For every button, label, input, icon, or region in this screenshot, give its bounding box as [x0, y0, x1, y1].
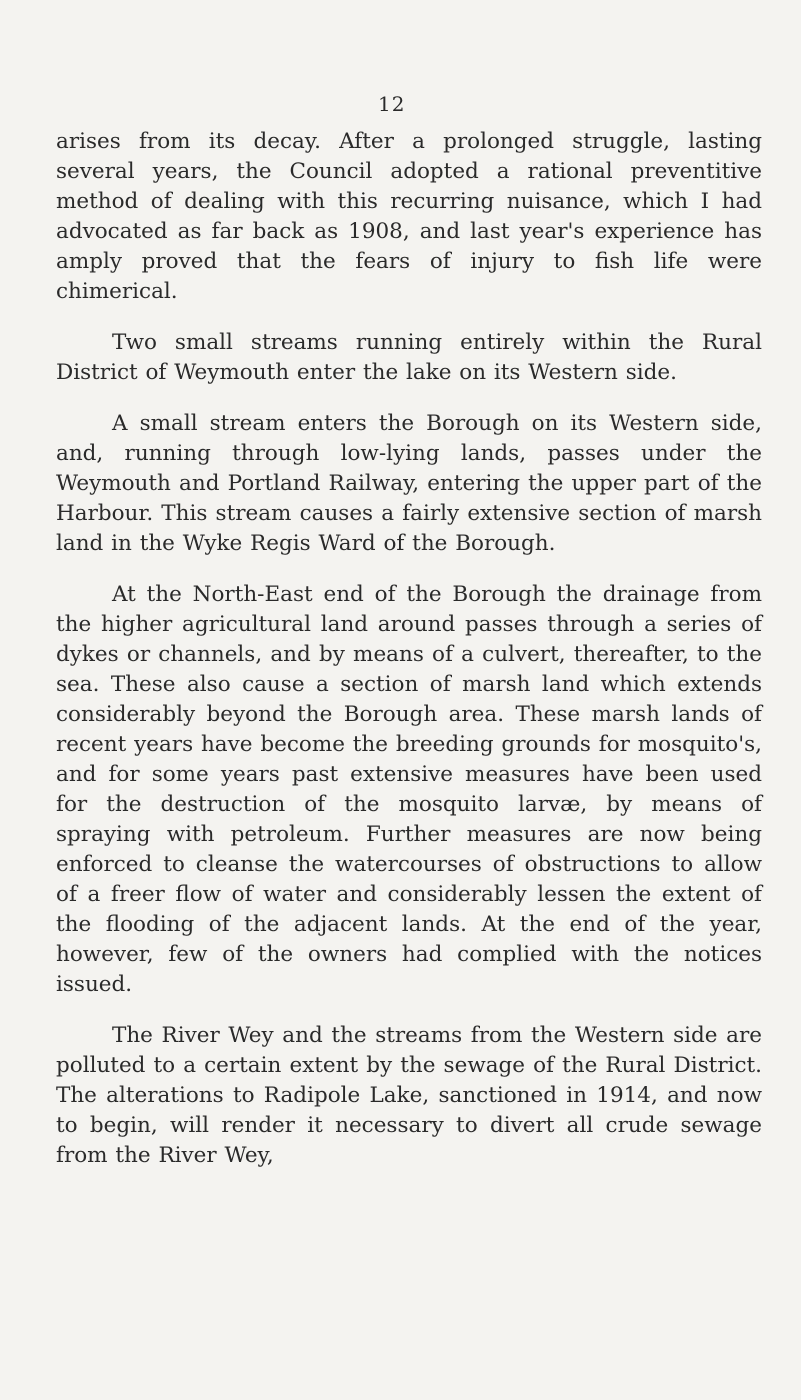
- paragraph-western-stream: A small stream enters the Borough on its Western side, and, running through low-lying lands, passes under the Weymouth and Portland Railway, entering the upper part of the Harbour. This stream causes a fairly extensive section of marsh land in the Wyke Regis Ward of the Borough.: [56, 411, 762, 556]
- paragraph-north-east-drainage: At the North-East end of the Borough the drainage from the higher agricultural land around passes through a series of dykes or channels, and by means of a culvert, thereafter, to the sea. These also cause a section of marsh land which extends considerably beyond the Borough area. These marsh lands of recent years have become the breeding grounds for mosquito's, and for some years past extensive measures have been used for the destruction of the mosquito larvæ, by means of spraying with petroleum. Further measures are now being enforced to cleanse the watercourses of obstructions to allow of a freer flow of water and considerably lessen the extent of the flooding of the adjacent lands. At the end of the year, however, few of the owners had complied with the notices issued.: [56, 582, 762, 997]
- page-number: 12: [378, 92, 406, 116]
- body-text: [56, 127, 762, 1171]
- paragraph-river-wey: The River Wey and the streams from the Western side are polluted to a certain extent by the sewage of the Rural District. The alterations to Radipole Lake, sanctioned in 1914, and now to begin, will render it necessary to divert all crude sewage from the River Wey,: [56, 1023, 762, 1168]
- paragraph-continuation: arises from its decay. After a prolonged struggle, lasting several years, the Council adopted a rational preventitive method of dealing with this recurring nuisance, which I had advocated as far back as 1908, and last year's experience has amply proved that the fears of injury to fish life were chimerical.: [56, 129, 762, 304]
- paragraph-rural-streams: Two small streams running entirely within the Rural District of Weymouth enter the lake on its Western side.: [56, 330, 762, 385]
